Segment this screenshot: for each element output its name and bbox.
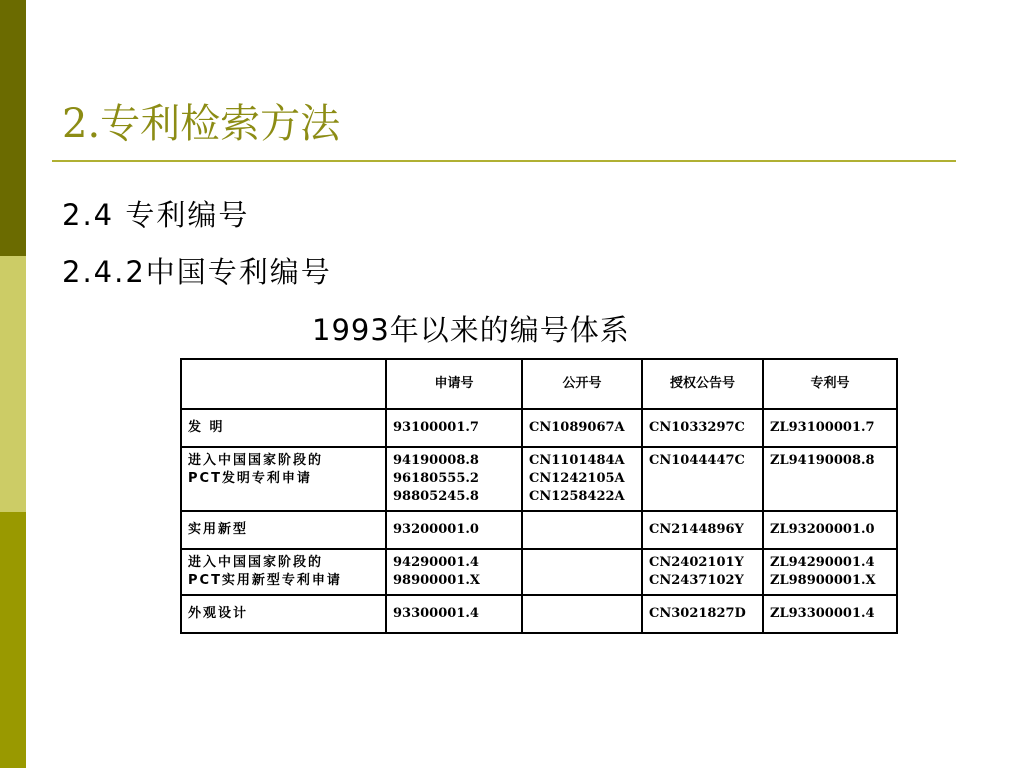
cell-line: 外观设计 <box>188 606 249 621</box>
cell-line: CN2144896Y <box>649 522 744 537</box>
cell-line: ZL98900001.X <box>770 573 876 588</box>
table-cell-grant-no <box>642 595 763 633</box>
cell-line: 93300001.4 <box>393 606 479 621</box>
cell-line: 94190008.8 <box>393 453 479 468</box>
cell-line: CN3021827D <box>649 606 746 621</box>
accent-bar-top <box>0 0 26 256</box>
table-cell-grant-no <box>642 549 763 595</box>
cell-line: PCT发明专利申请 <box>188 471 312 486</box>
table-cell-app-no <box>386 549 522 595</box>
table-cell-type <box>181 511 386 549</box>
cell-line: ZL94190008.8 <box>770 453 875 468</box>
cell-line: 进入中国国家阶段的 <box>188 453 324 468</box>
table-header-row <box>181 359 897 409</box>
cell-line: CN1258422A <box>529 489 625 504</box>
cell-line: 98805245.8 <box>393 489 479 504</box>
cell-line: CN2402101Y <box>649 555 744 570</box>
header-cell: 申请号 <box>386 359 522 409</box>
cell-line: ZL94290001.4 <box>770 555 875 570</box>
table-row <box>181 409 897 447</box>
left-accent-bar <box>0 0 26 768</box>
table-cell-type <box>181 409 386 447</box>
cell-line: CN1044447C <box>649 453 745 468</box>
table-cell-grant-no <box>642 447 763 511</box>
table-cell-pub-no <box>522 447 642 511</box>
table-caption: 1993年以来的编号体系 <box>312 313 630 347</box>
patent-number-table <box>180 358 898 634</box>
cell-line: ZL93200001.0 <box>770 522 875 537</box>
table-cell-app-no <box>386 595 522 633</box>
cell-line: 96180555.2 <box>393 471 479 486</box>
table-cell-grant-no <box>642 511 763 549</box>
cell-line: ZL93300001.4 <box>770 606 875 621</box>
header-cell: 专利号 <box>763 359 897 409</box>
header-cell: 授权公告号 <box>642 359 763 409</box>
cell-line: 实用新型 <box>188 522 249 537</box>
cell-line: 进入中国国家阶段的 <box>188 555 324 570</box>
table-cell-patent-no <box>763 595 897 633</box>
cell-line: 发 明 <box>188 420 225 435</box>
title-underline <box>52 160 956 162</box>
cell-line: CN1242105A <box>529 471 625 486</box>
table-row <box>181 447 897 511</box>
cell-line: 94290001.4 <box>393 555 479 570</box>
table-cell-app-no <box>386 447 522 511</box>
slide-title: 2.专利检索方法 <box>62 101 341 147</box>
table-cell-app-no <box>386 511 522 549</box>
header-cell <box>181 359 386 409</box>
patent-number-table-container <box>180 358 898 634</box>
table-cell-type <box>181 549 386 595</box>
table-cell-pub-no <box>522 409 642 447</box>
cell-line: CN1089067A <box>529 420 625 435</box>
table-cell-patent-no <box>763 549 897 595</box>
accent-bar-bottom <box>0 512 26 768</box>
table-cell-type <box>181 595 386 633</box>
cell-line: CN1101484A <box>529 453 625 468</box>
table-cell-pub-no <box>522 595 642 633</box>
cell-line: PCT实用新型专利申请 <box>188 573 342 588</box>
table-cell-pub-no <box>522 511 642 549</box>
cell-line: 98900001.X <box>393 573 480 588</box>
table-cell-patent-no <box>763 409 897 447</box>
header-cell: 公开号 <box>522 359 642 409</box>
table-cell-app-no <box>386 409 522 447</box>
table-cell-patent-no <box>763 511 897 549</box>
table-cell-type <box>181 447 386 511</box>
table-row <box>181 511 897 549</box>
accent-bar-middle <box>0 256 26 512</box>
subheading-subsection: 2.4.2中国专利编号 <box>62 255 332 289</box>
table-row <box>181 595 897 633</box>
table-cell-pub-no <box>522 549 642 595</box>
cell-line: 93100001.7 <box>393 420 479 435</box>
cell-line: CN2437102Y <box>649 573 744 588</box>
table-cell-grant-no <box>642 409 763 447</box>
cell-line: CN1033297C <box>649 420 745 435</box>
cell-line: 93200001.0 <box>393 522 479 537</box>
cell-line: ZL93100001.7 <box>770 420 875 435</box>
table-row <box>181 549 897 595</box>
subheading-section: 2.4 专利编号 <box>62 198 250 232</box>
table-cell-patent-no <box>763 447 897 511</box>
